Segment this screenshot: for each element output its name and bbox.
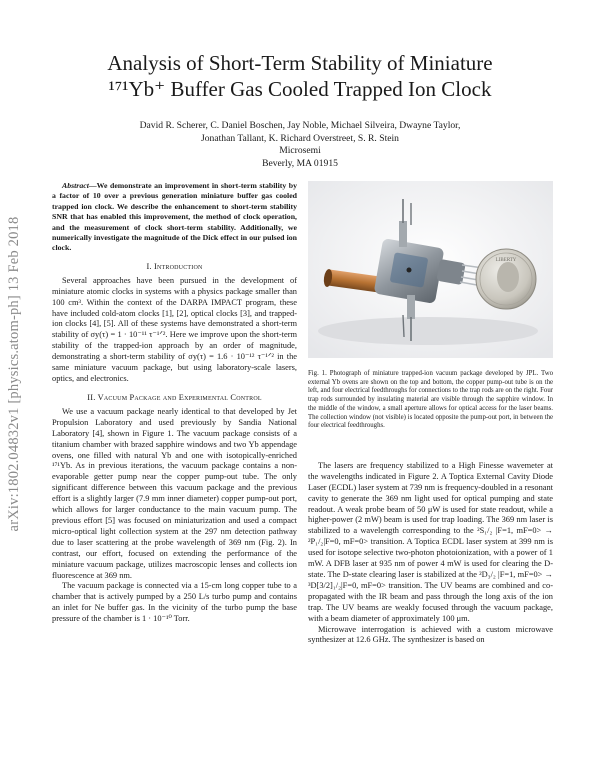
title-line-2: ¹⁷¹Yb⁺ Buffer Gas Cooled Trapped Ion Clock	[108, 77, 492, 101]
introduction-paragraph: Several approaches have been pursued in the development of miniature atomic clocks in systems with a physics package smaller than 100 cm³. Within the context of the DARPA IMPACT program, these have included cold-atom clocks [1], [2], optical clocks [3], and trapped-ion clocks [4], [5]. All of these systems have demonstrated a short-term stability of σy(τ) = 1 · 10⁻¹¹ τ⁻¹ᐟ². Here we improve upon the short-term stability of the trapped-ion approach by an order of magnitude, demonstrating a short-term stability of σy(τ) = 1.6 · 10⁻¹² τ⁻¹ᐟ² in the same miniature vacuum package, but using laboratory-scale lasers, optics, and electronics.	[52, 275, 297, 383]
affiliation: Microsemi	[279, 145, 321, 157]
paper-title	[60, 50, 540, 102]
microwave-paragraph: Microwave interrogation is achieved with a custom microwave synthesizer at 12.6 GHz. The synthesizer is based on	[308, 624, 553, 645]
title-line-1: Analysis of Short-Term Stability of Miniature	[107, 51, 493, 75]
left-column	[52, 181, 297, 625]
right-column	[308, 181, 553, 646]
authors-line-1: David R. Scherer, C. Daniel Boschen, Jay Noble, Michael Silveira, Dwayne Taylor,	[139, 120, 461, 131]
abstract	[52, 181, 297, 254]
figure-1-photo	[308, 181, 553, 358]
abstract-lead: Abstract—	[62, 181, 97, 190]
authors-line-2: Jonathan Tallant, K. Richard Overstreet, S. R. Stein	[201, 132, 399, 144]
titanium-chamber	[374, 238, 445, 304]
shadow	[318, 317, 538, 345]
author-block	[60, 120, 540, 170]
figure-1-caption: Fig. 1. Photograph of miniature trapped-ion vacuum package developed by JPL. Two external Yb ovens are shown on the top and bottom, the copper pump-out tube is on the left, and four electrical feedthroughs for connections to the trap rods are on the right. Four trap rods surrounded by insulating material are visible through the sapphire window. In the middle of the window, a small aperture allows for optical access for the laser beams. The collection window (not visible) is located opposite the pump-out port, in between the four electrical feedthroughs.	[308, 370, 553, 430]
column-spacer	[308, 431, 553, 461]
optical-aperture	[407, 268, 412, 273]
introduction-heading: I. Introduction	[146, 261, 203, 271]
coin-lettering: LIBERTY	[495, 258, 517, 263]
arxiv-identifier: arXiv:1802.04832v1 [physics.atom-ph] 13 Feb 2018	[6, 216, 22, 532]
vacuum-section-heading: II. Vacuum Package and Experimental Control	[87, 392, 262, 402]
lasers-paragraph: The lasers are frequency stabilized to a High Finesse wavemeter at the wavelengths indicated in Figure 2. A Toptica External Cavity Diode Laser (ECDL) laser system at 739 nm is frequency-doubled in a resonant cavity to generate the 369 nm light used for optical pumping and state readout. A weak probe beam of 50 μW is used for state readout, while a higher-power (2 mW) beam is used for trap loading. The 369 nm laser is stabilized to a wavelength corresponding to the ²S₁/₂ |F=1, mF=0> → ²P₁/₂|F=0, mF=0> transition. A Toptica ECDL laser system at 399 nm is used for isotope selective two-photon photoionization, with a power of 1 mW. A DFB laser at 935 nm of power 4 mW is used for clearing the D-state. The D-state clearing laser is stabilized at the ²D₃/₂ |F=1, mF=0> → ³D[3/2]₁/₂|F=0, mF=0> transition. The UV beams are combined and co-propagated with the IR beam and pass through the long axis of the ion trap. The UV beams are weakly focused through the vacuum package, with a beam diameter of approximately 100 μm.	[308, 460, 553, 623]
vacuum-paragraph-2: The vacuum package is connected via a 15-cm long copper tube to a chamber that is actively pumped by a 250 L/s turbo pump and contains an inlet for Ne buffer gas. In the vicinity of the turbo pump the base pressure of the chamber is 1 · 10⁻¹⁰ Torr.	[52, 581, 297, 624]
quarter-coin	[476, 249, 536, 309]
location: Beverly, MA 01915	[262, 157, 338, 169]
abstract-text: We demonstrate an improvement in short-term stability by a factor of 10 over a previous generation miniature buffer gas cooled trapped ion clock. We describe the enhancement to short-term stability SNR that has enabled this improvement, the method of clock operation, and the measurement of clock short-term stability. Additionally, we numerically investigate the magnitude of the Dick effect in our pulsed ion clock.	[52, 181, 297, 253]
vacuum-paragraph-1: We use a vacuum package nearly identical to that developed by Jet Propulsion Laboratory and used previously by Sandia National Laboratory [4], shown in Figure 1. The vacuum package consists of a titanium chamber with brazed sapphire windows and two Yb appendage ovens, one filled with natural Yb and one with isotopically-enriched ¹⁷¹Yb. As in previous iterations, the vacuum package contains a non-evaporable getter pump near the copper pump-out tube. The only significant difference between this vacuum package and the previous effort is a slightly larger (7.9 mm inner diameter) copper pump-out port, which allows for larger conductance to the main vacuum pump. The previous effort [5] was focused on miniaturization and used a compact micro-optical light collection system at the 297 nm detection pathway due to laser scattering at the probe wavelength of 369 nm (Fig. 2). In contrast, our effort, focused on extending the performance of the miniature vacuum package, utilizes macroscopic lenses and collects ion fluorescence at 369 nm.	[52, 406, 297, 580]
vacuum-package-illustration	[308, 181, 553, 358]
